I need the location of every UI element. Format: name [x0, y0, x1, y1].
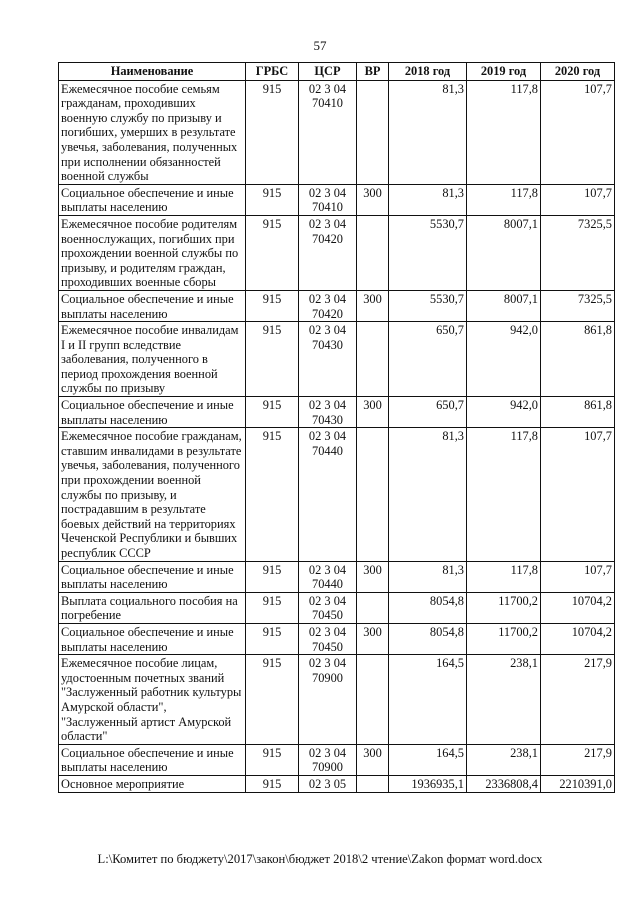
row-name: Социальное обеспечение и иные выплаты населению	[59, 561, 246, 592]
row-csr: 02 3 04 70410	[299, 184, 357, 215]
row-2018: 81,3	[389, 428, 467, 561]
table-row	[59, 322, 615, 397]
row-grbs: 915	[246, 184, 299, 215]
table-row	[59, 184, 615, 215]
table-row	[59, 775, 615, 792]
row-csr: 02 3 04 70430	[299, 397, 357, 428]
row-2019: 117,8	[467, 428, 541, 561]
row-2020: 10704,2	[541, 623, 615, 654]
row-2020: 861,8	[541, 397, 615, 428]
row-2020: 217,9	[541, 655, 615, 745]
row-2018: 650,7	[389, 322, 467, 397]
row-name: Ежемесячное пособие семьям гражданам, проходивших военную службу по призыву и погибших, умерших в результате увечья, заболевания, полученных при исполнении обязанностей военной службы	[59, 80, 246, 184]
row-csr: 02 3 04 70440	[299, 428, 357, 561]
row-2018: 1936935,1	[389, 775, 467, 792]
table-row	[59, 744, 615, 775]
row-name: Социальное обеспечение и иные выплаты населению	[59, 744, 246, 775]
row-2018: 81,3	[389, 561, 467, 592]
row-csr: 02 3 04 70900	[299, 655, 357, 745]
table-row	[59, 397, 615, 428]
row-grbs: 915	[246, 655, 299, 745]
row-csr: 02 3 04 70900	[299, 744, 357, 775]
row-2018: 5530,7	[389, 215, 467, 290]
row-grbs: 915	[246, 215, 299, 290]
table-row	[59, 80, 615, 184]
row-2019: 8007,1	[467, 290, 541, 321]
row-2020: 7325,5	[541, 290, 615, 321]
row-2019: 11700,2	[467, 623, 541, 654]
row-vr	[357, 592, 389, 623]
row-2020: 107,7	[541, 428, 615, 561]
row-vr	[357, 775, 389, 792]
row-2018: 8054,8	[389, 592, 467, 623]
row-grbs: 915	[246, 322, 299, 397]
row-csr: 02 3 04 70410	[299, 80, 357, 184]
col-header-2018: 2018 год	[389, 63, 467, 81]
table-row	[59, 290, 615, 321]
row-name: Ежемесячное пособие гражданам, ставшим инвалидами в результате увечья, заболевания, полученного при прохождении военной службы по призыву, и пострадавшим в результате боевых действий на территориях Чеченской Республики и бывших республик СССР	[59, 428, 246, 561]
row-vr: 300	[357, 623, 389, 654]
col-header-vr: ВР	[357, 63, 389, 81]
row-grbs: 915	[246, 592, 299, 623]
row-2018: 164,5	[389, 744, 467, 775]
table-row	[59, 428, 615, 561]
row-2019: 238,1	[467, 655, 541, 745]
row-vr	[357, 655, 389, 745]
row-2018: 81,3	[389, 184, 467, 215]
row-2019: 8007,1	[467, 215, 541, 290]
row-vr: 300	[357, 561, 389, 592]
row-name: Социальное обеспечение и иные выплаты населению	[59, 290, 246, 321]
row-2019: 942,0	[467, 397, 541, 428]
row-name: Ежемесячное пособие родителям военнослужащих, погибших при прохождении военной службы по призыву, и родителям граждан, проходивших военные сборы	[59, 215, 246, 290]
row-name: Ежемесячное пособие лицам, удостоенным почетных званий "Заслуженный работник культуры Амурской области", "Заслуженный артист Амурской области"	[59, 655, 246, 745]
row-vr	[357, 215, 389, 290]
footer-file-path: L:\Комитет по бюджету\2017\закон\бюджет 2018\2 чтение\Zakon формат word.docx	[97, 852, 543, 866]
row-2019: 2336808,4	[467, 775, 541, 792]
table-row	[59, 215, 615, 290]
row-name: Социальное обеспечение и иные выплаты населению	[59, 397, 246, 428]
row-2019: 238,1	[467, 744, 541, 775]
row-2020: 107,7	[541, 80, 615, 184]
row-name: Ежемесячное пособие инвалидам I и II групп вследствие заболевания, полученного в период прохождения военной службы по призыву	[59, 322, 246, 397]
row-2019: 942,0	[467, 322, 541, 397]
row-grbs: 915	[246, 290, 299, 321]
table-header-row	[59, 63, 615, 81]
row-vr: 300	[357, 290, 389, 321]
col-header-2020: 2020 год	[541, 63, 615, 81]
row-2020: 7325,5	[541, 215, 615, 290]
row-grbs: 915	[246, 775, 299, 792]
table-row	[59, 592, 615, 623]
row-2019: 117,8	[467, 561, 541, 592]
row-grbs: 915	[246, 80, 299, 184]
row-csr: 02 3 04 70440	[299, 561, 357, 592]
row-2018: 8054,8	[389, 623, 467, 654]
row-name: Социальное обеспечение и иные выплаты населению	[59, 184, 246, 215]
row-grbs: 915	[246, 561, 299, 592]
row-vr	[357, 322, 389, 397]
col-header-csr: ЦСР	[299, 63, 357, 81]
row-vr: 300	[357, 184, 389, 215]
row-vr: 300	[357, 397, 389, 428]
row-2019: 117,8	[467, 80, 541, 184]
row-vr	[357, 80, 389, 184]
budget-table	[58, 62, 615, 793]
row-grbs: 915	[246, 428, 299, 561]
col-header-name: Наименование	[59, 63, 246, 81]
table-row	[59, 561, 615, 592]
row-grbs: 915	[246, 397, 299, 428]
row-2019: 11700,2	[467, 592, 541, 623]
col-header-2019: 2019 год	[467, 63, 541, 81]
table-row	[59, 655, 615, 745]
row-grbs: 915	[246, 744, 299, 775]
row-2018: 81,3	[389, 80, 467, 184]
row-name: Основное мероприятие	[59, 775, 246, 792]
col-header-grbs: ГРБС	[246, 63, 299, 81]
row-2019: 117,8	[467, 184, 541, 215]
row-name: Выплата социального пособия на погребение	[59, 592, 246, 623]
table-row	[59, 623, 615, 654]
row-vr: 300	[357, 744, 389, 775]
row-csr: 02 3 04 70420	[299, 290, 357, 321]
row-2018: 5530,7	[389, 290, 467, 321]
row-csr: 02 3 04 70450	[299, 592, 357, 623]
row-csr: 02 3 05	[299, 775, 357, 792]
row-2018: 164,5	[389, 655, 467, 745]
row-name: Социальное обеспечение и иные выплаты населению	[59, 623, 246, 654]
row-vr	[357, 428, 389, 561]
row-csr: 02 3 04 70450	[299, 623, 357, 654]
row-csr: 02 3 04 70420	[299, 215, 357, 290]
row-2018: 650,7	[389, 397, 467, 428]
row-2020: 861,8	[541, 322, 615, 397]
row-2020: 10704,2	[541, 592, 615, 623]
page-number: 57	[313, 38, 327, 53]
row-csr: 02 3 04 70430	[299, 322, 357, 397]
row-grbs: 915	[246, 623, 299, 654]
row-2020: 107,7	[541, 561, 615, 592]
row-2020: 217,9	[541, 744, 615, 775]
row-2020: 107,7	[541, 184, 615, 215]
row-2020: 2210391,0	[541, 775, 615, 792]
